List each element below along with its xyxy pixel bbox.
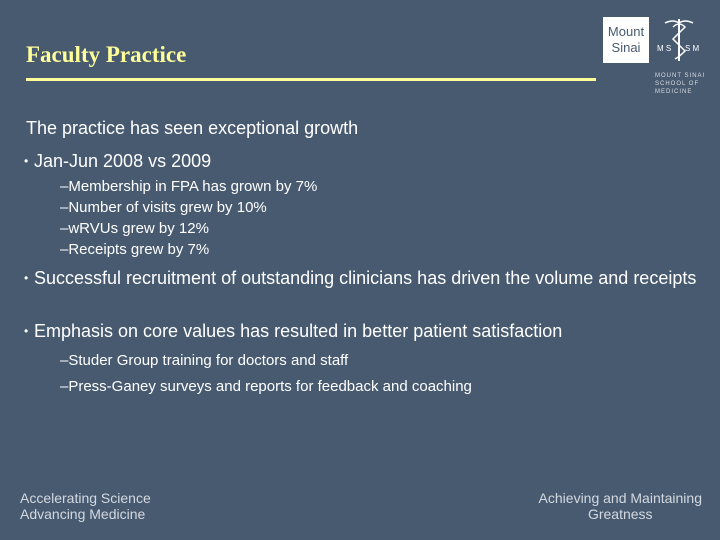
footer-right-line-2: Greatness	[587, 506, 653, 522]
sub-bullet-3-1: –Studer Group training for doctors and staff	[60, 352, 349, 369]
slide-title: Faculty Practice	[26, 42, 187, 67]
school-line-1: MOUNT SINAI	[655, 73, 706, 79]
school-line-3: MEDICINE	[655, 89, 693, 95]
footer-left-line-1: Accelerating Science	[20, 490, 151, 506]
bullet-dot-icon: •	[24, 154, 29, 168]
sub-bullet-1-1: –Membership in FPA has grown by 7%	[60, 178, 318, 195]
logo-line-2: Sinai	[611, 40, 641, 55]
caduceus-emblem-icon	[653, 15, 705, 65]
mount-sinai-logo	[603, 17, 649, 63]
bullet-2	[24, 267, 704, 289]
sub-bullet-1-4: –Receipts grew by 7%	[60, 241, 210, 258]
emblem-letters-left: M S	[657, 44, 672, 53]
sub-bullet-1-3: –wRVUs grew by 12%	[60, 220, 209, 237]
emblem-letters-right: S M	[685, 44, 700, 53]
footer-right-line-1: Achieving and Maintaining	[538, 490, 702, 506]
footer-left	[20, 490, 151, 522]
bullet-3	[24, 320, 704, 342]
school-line-2: SCHOOL OF	[655, 81, 700, 87]
sub-bullet-1-2: –Number of visits grew by 10%	[60, 199, 267, 216]
bullet-1	[24, 150, 584, 172]
bullet-dot-icon: •	[24, 324, 29, 338]
bullet-2-text: Successful recruitment of outstanding clinicians has driven the volume and receipts	[34, 268, 697, 288]
sub-bullet-3-2: –Press-Ganey surveys and reports for feedback and coaching	[60, 378, 472, 395]
logo-line-1: Mount	[607, 24, 645, 39]
footer-left-line-2: Advancing Medicine	[20, 506, 146, 522]
bullet-dot-icon: •	[24, 271, 29, 285]
school-of-medicine-wordmark	[655, 72, 715, 96]
bullet-3-text: Emphasis on core values has resulted in better patient satisfaction	[34, 321, 563, 341]
lead-statement: The practice has seen exceptional growth	[26, 118, 359, 138]
footer-right	[539, 490, 702, 522]
title-underline	[26, 78, 596, 81]
bullet-1-text: Jan-Jun 2008 vs 2009	[34, 151, 212, 171]
